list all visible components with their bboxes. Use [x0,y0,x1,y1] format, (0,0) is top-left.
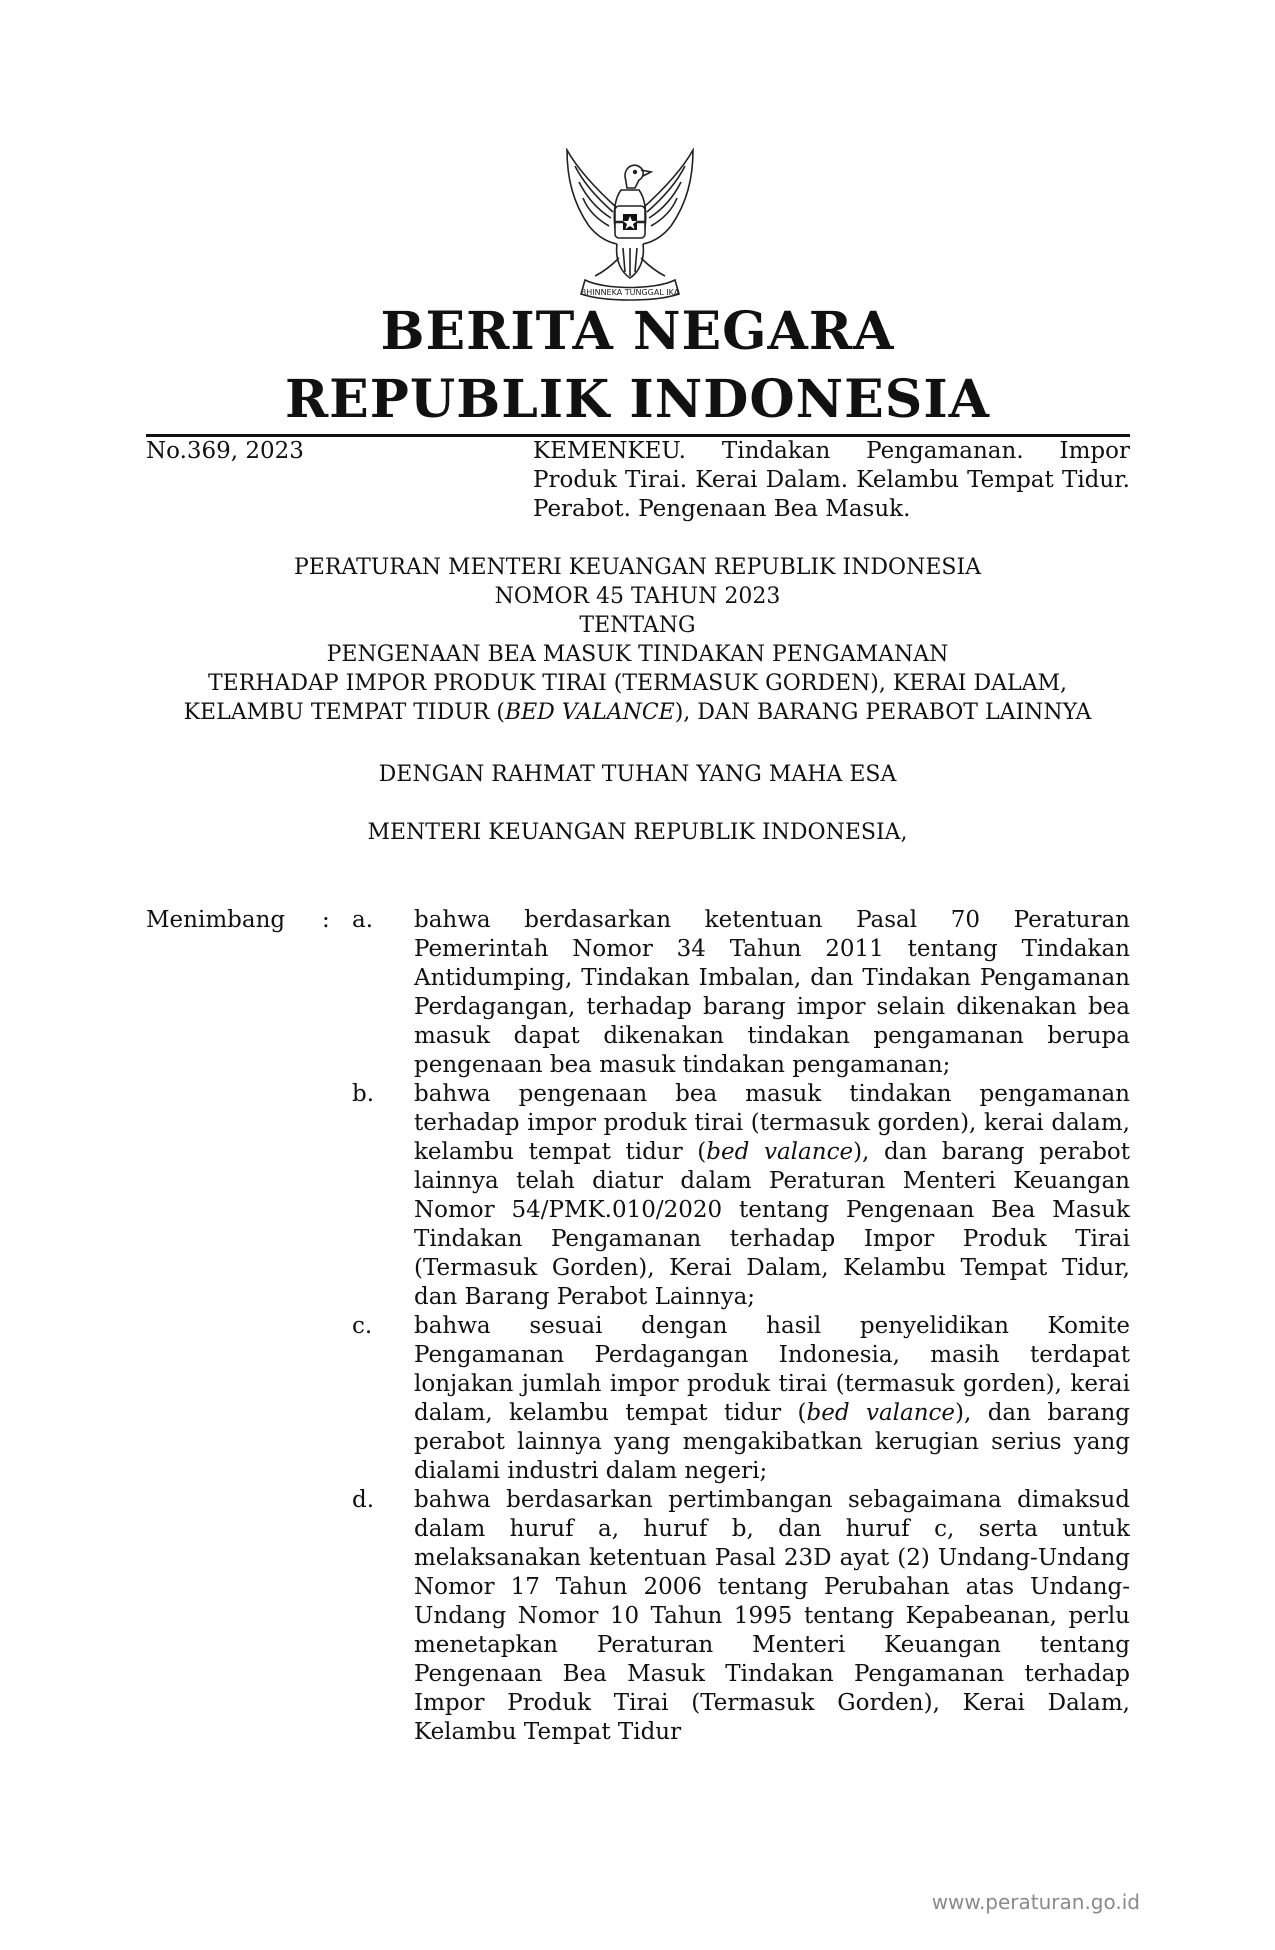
source-url[interactable]: www.peraturan.go.id [931,1890,1140,1914]
considering-list [352,906,1130,1747]
masthead-title-line1: BERITA NEGARA [380,301,895,362]
item-text [414,1312,1130,1486]
regulation-title [100,553,1175,727]
regulation-title-line2: NOMOR 45 TAHUN 2023 [494,584,781,609]
item-letter: c. [352,1313,373,1339]
item-text-italic: bed valance [806,1400,956,1426]
considering-colon: : [322,907,330,933]
svg-text:BHINNEKA TUNGGAL IKA: BHINNEKA TUNGGAL IKA [580,288,680,297]
regulation-title-line1: PERATURAN MENTERI KEUANGAN REPUBLIK INDONESIA [293,555,982,580]
list-item [352,906,1130,1080]
item-text-italic: bed valance [706,1139,854,1165]
regulation-title-line4: PENGENAAN BEA MASUK TINDAKAN PENGAMANAN [326,642,949,667]
gazette-number: No.369, 2023 [146,438,304,464]
item-text: bahwa berdasarkan ketentuan Pasal 70 Peraturan Pemerintah Nomor 34 Tahun 2011 tentang Tindakan Antidumping, Tindakan Imbalan, dan Tindakan Pengamanan Perdagangan, terhadap barang impor selain dikenakan bea masuk dapat dikenakan tindakan pengamanan berupa pengenaan bea masuk tindakan pengamanan; [414,907,1130,1078]
list-item [352,1486,1130,1747]
regulation-title-line5: TERHADAP IMPOR PRODUK TIRAI (TERMASUK GORDEN), KERAI DALAM, [207,671,1068,696]
considering-label: Menimbang [146,907,286,933]
title-line6-pre: KELAMBU TEMPAT TIDUR ( [183,700,505,725]
minister-line: MENTERI KEUANGAN REPUBLIK INDONESIA, [367,820,908,845]
item-letter: d. [352,1487,375,1513]
title-line6-post: ), DAN BARANG PERABOT LAINNYA [674,700,1092,725]
item-text-part2: ), dan barang perabot lainnya telah diatur dalam Peraturan Menteri Keuangan Nomor 54/PMK.010/2020 tentang Pengenaan Bea Masuk Tindakan Pengamanan terhadap Impor Produk Tirai (Termasuk Gorden), Kerai Dalam, Kelambu Tempat Tidur, dan Barang Perabot Lainnya; [414,1139,1131,1310]
regulation-title-line3: TENTANG [579,613,696,638]
item-text: bahwa berdasarkan pertimbangan sebagaimana dimaksud dalam huruf a, huruf b, dan huruf c, serta untuk melaksanakan ketentuan Pasal 23D ayat (2) Undang-Undang Nomor 17 Tahun 2006 tentang Perubahan atas Undang-Undang Nomor 10 Tahun 1995 tentang Kepabeanan, perlu menetapkan Peraturan Menteri Keuangan tentang Pengenaan Bea Masuk Tindakan Pengamanan terhadap Impor Produk Tirai (Termasuk Gorden), Kerai Dalam, Kelambu Tempat Tidur [414,1487,1130,1745]
item-text-part2: ), dan barang perabot lainnya yang mengakibatkan kerugian serius yang dialami industri dalam negeri; [414,1400,1131,1484]
item-text [414,1080,1130,1312]
item-text-part1: bahwa sesuai dengan hasil penyelidikan Komite Pengamanan Perdagangan Indonesia, masih terdapat lonjakan jumlah impor produk tirai (termasuk gorden), kerai dalam, kelambu tempat tidur ( [414,1313,1130,1426]
item-letter: b. [352,1081,375,1107]
blessing-line: DENGAN RAHMAT TUHAN YANG MAHA ESA [378,762,897,787]
list-item [352,1312,1130,1486]
regulation-title-line6 [100,698,1175,727]
masthead-title-line2: REPUBLIK INDONESIA [284,369,991,430]
item-letter: a. [352,907,374,933]
item-text-part1: bahwa pengenaan bea masuk tindakan pengamanan terhadap impor produk tirai (termasuk gorden), kerai dalam, kelambu tempat tidur ( [414,1081,1130,1165]
list-item [352,1080,1130,1312]
title-line6-italic: BED VALANCE [504,700,675,725]
garuda-pancasila-emblem-icon [555,148,705,306]
gazette-summary: KEMENKEU. Tindakan Pengamanan. Impor Produk Tirai. Kerai Dalam. Kelambu Tempat Tidur. Perabot. Pengenaan Bea Masuk. [533,438,1130,522]
